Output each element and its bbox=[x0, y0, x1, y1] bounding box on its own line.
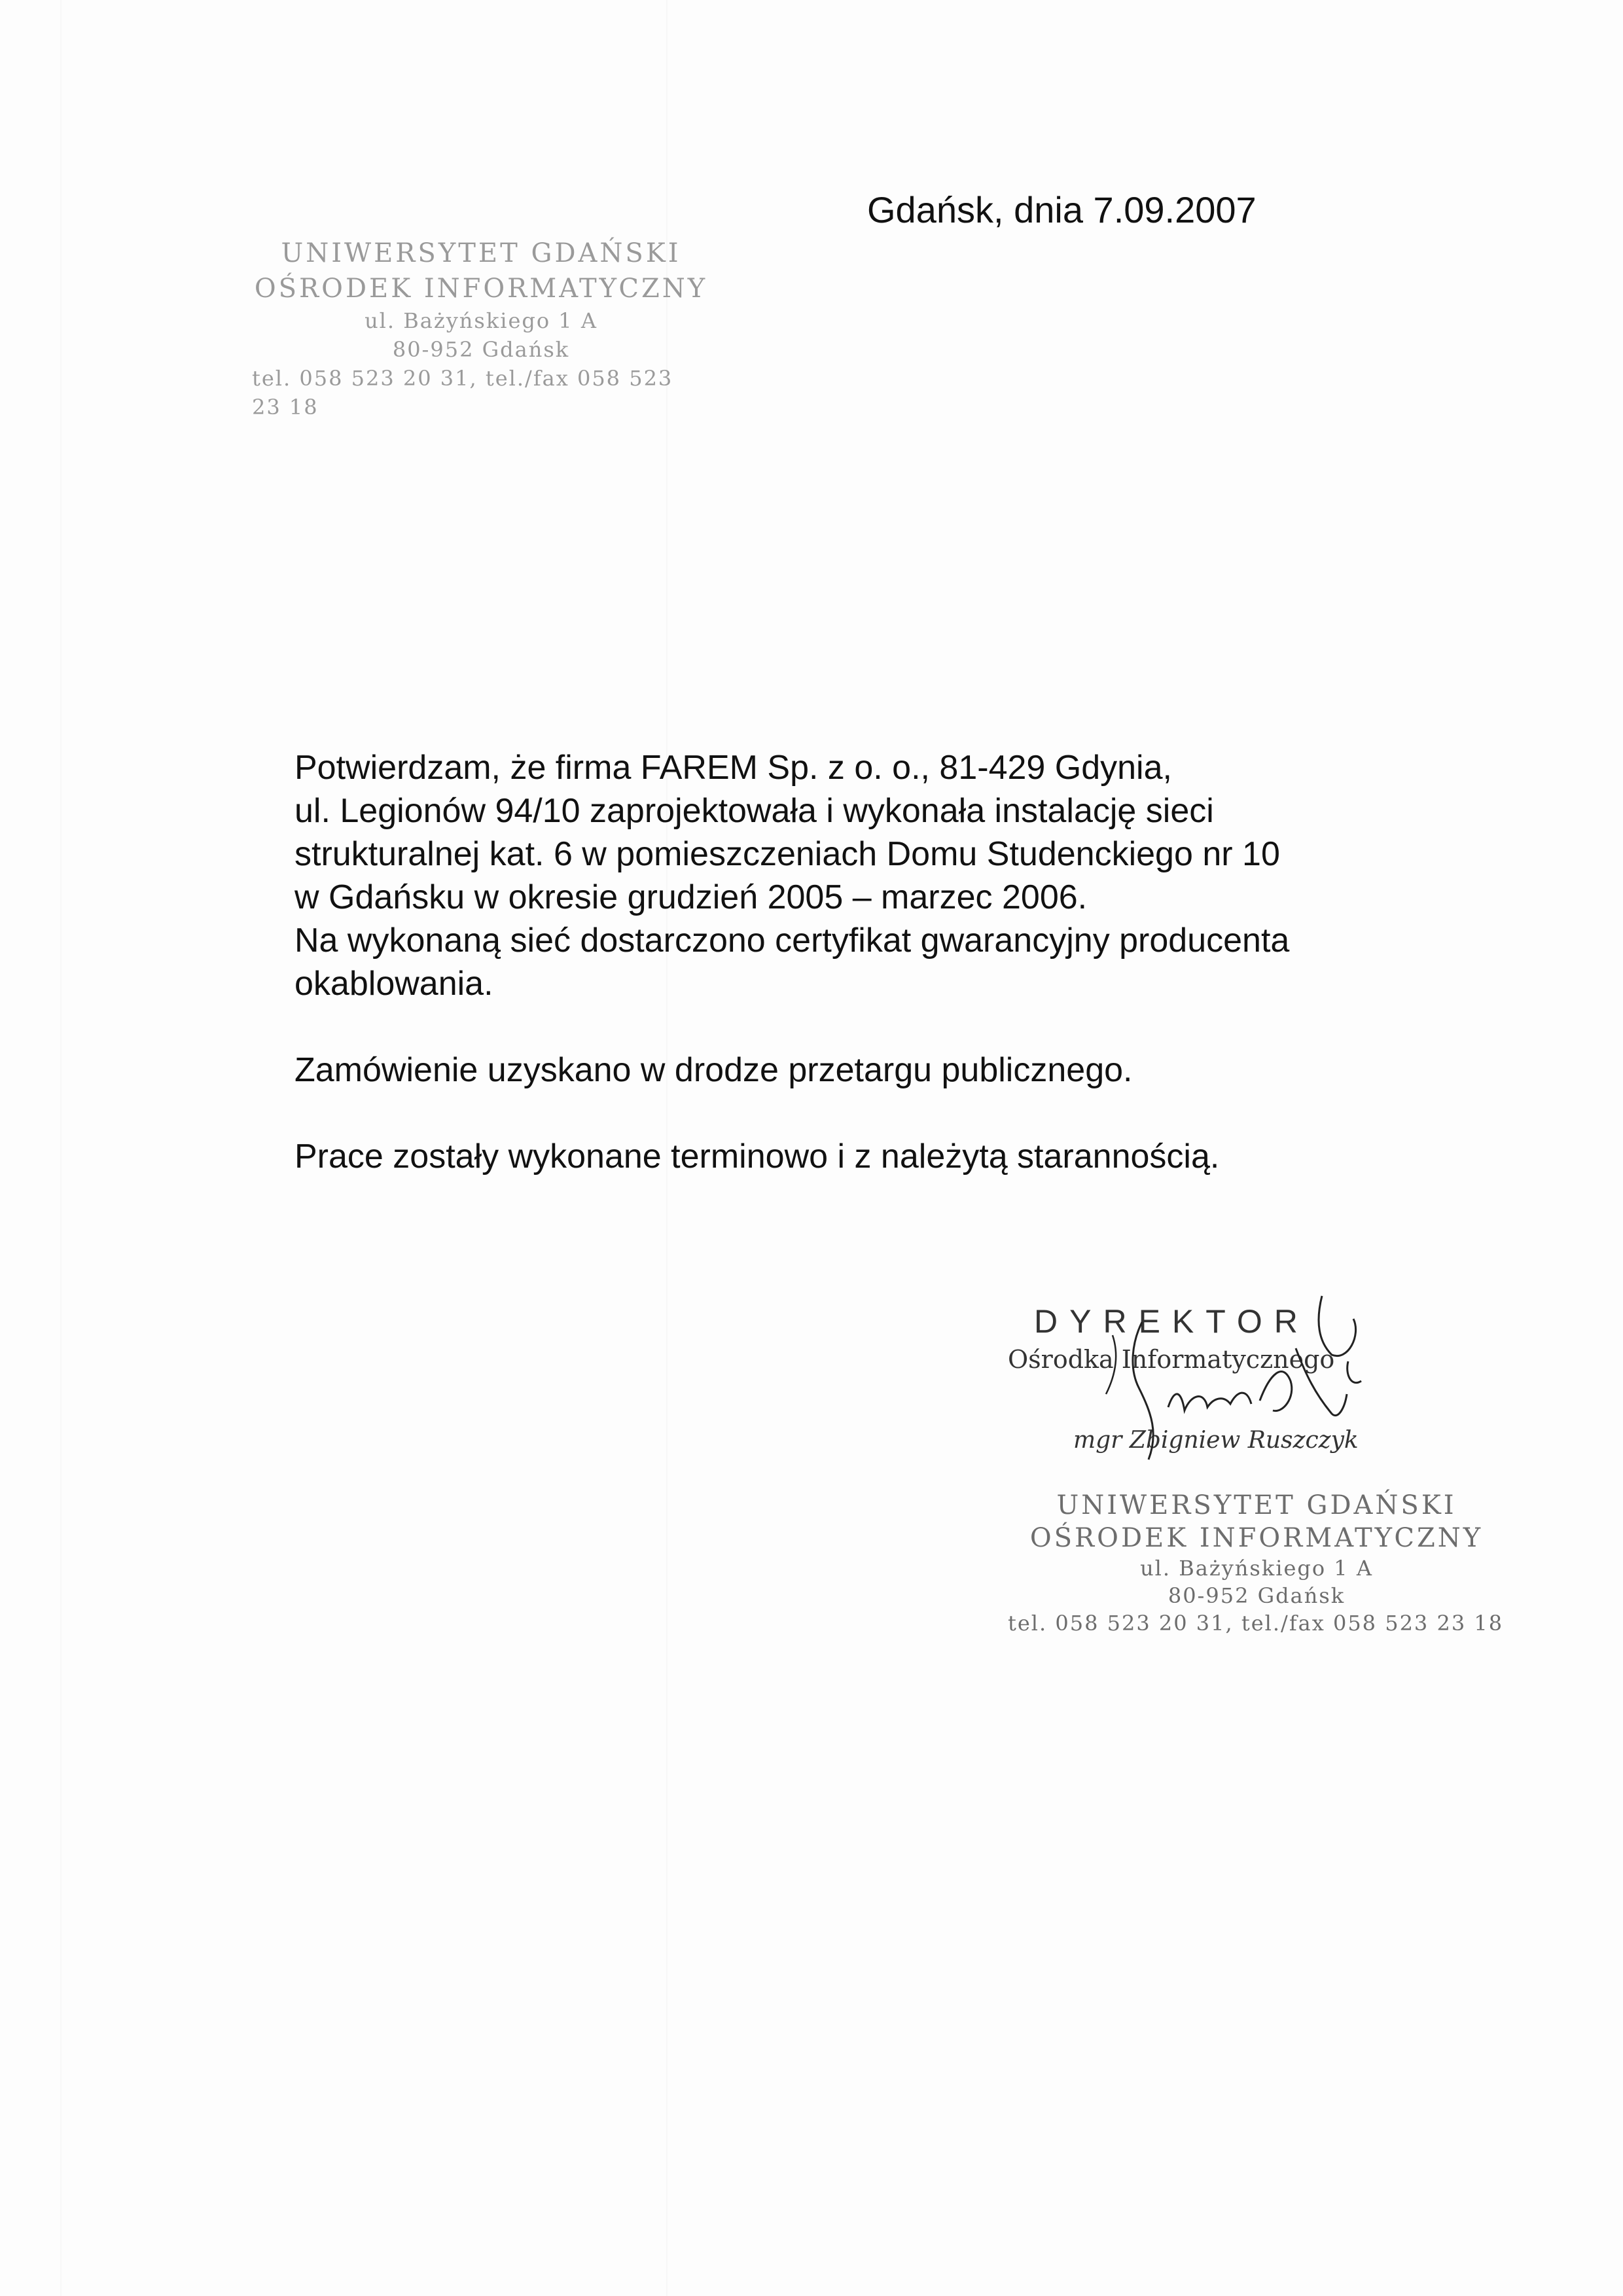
scan-edge-line bbox=[60, 0, 62, 2296]
stamp-city: 80-952 Gdańsk bbox=[392, 337, 570, 362]
footer-stamp bbox=[1008, 1489, 1505, 1637]
body-line: Na wykonaną sieć dostarczono certyfikat gwarancyjny producenta bbox=[294, 922, 1290, 960]
stamp-street: ul. Bażyńskiego 1 A bbox=[1140, 1556, 1373, 1581]
signature-title: DYREKTOR bbox=[1034, 1303, 1310, 1340]
letter-body bbox=[294, 746, 1446, 1178]
body-line: ul. Legionów 94/10 zaprojektowała i wykonała instalację sieci bbox=[294, 792, 1214, 830]
stamp-phone: tel. 058 523 20 31, tel./fax 058 523 23 18 bbox=[1008, 1611, 1504, 1636]
body-line: strukturalnej kat. 6 w pomieszczeniach Domu Studenckiego nr 10 bbox=[294, 835, 1280, 873]
stamp-phone: tel. 058 523 20 31, tel./fax 058 523 23 18 bbox=[252, 366, 673, 420]
letter-date: Gdańsk, dnia 7.09.2007 bbox=[867, 189, 1257, 230]
signature-name: mgr Zbigniew Ruszczyk bbox=[1073, 1427, 1359, 1454]
stamp-office: OŚRODEK INFORMATYCZNY bbox=[1029, 1523, 1484, 1553]
body-line: w Gdańsku w okresie grudzień 2005 – marzec 2006. bbox=[294, 878, 1088, 916]
stamp-street: ul. Bażyńskiego 1 A bbox=[365, 308, 597, 333]
stamp-city: 80-952 Gdańsk bbox=[1168, 1583, 1346, 1608]
body-line: okablowania. bbox=[294, 965, 493, 1003]
body-paragraph-2: Zamówienie uzyskano w drodze przetargu publicznego. bbox=[294, 1051, 1133, 1089]
body-line: Potwierdzam, że firma FAREM Sp. z o. o., 81-429 Gdynia, bbox=[294, 749, 1172, 787]
paragraph-gap bbox=[294, 1005, 1446, 1049]
stamp-office: OŚRODEK INFORMATYCZNY bbox=[254, 274, 708, 304]
stamp-university: UNIWERSYTET GDAŃSKI bbox=[1056, 1490, 1457, 1520]
signature-block bbox=[1008, 1283, 1466, 1479]
paragraph-gap bbox=[294, 1092, 1446, 1135]
body-paragraph-3: Prace zostały wykonane terminowo i z należytą starannością. bbox=[294, 1138, 1220, 1175]
stamp-university: UNIWERSYTET GDAŃSKI bbox=[281, 238, 681, 268]
header-stamp bbox=[252, 236, 710, 422]
handwritten-signature-icon bbox=[1008, 1283, 1466, 1492]
signature-office: Ośrodka Informatycznego bbox=[1008, 1345, 1335, 1374]
